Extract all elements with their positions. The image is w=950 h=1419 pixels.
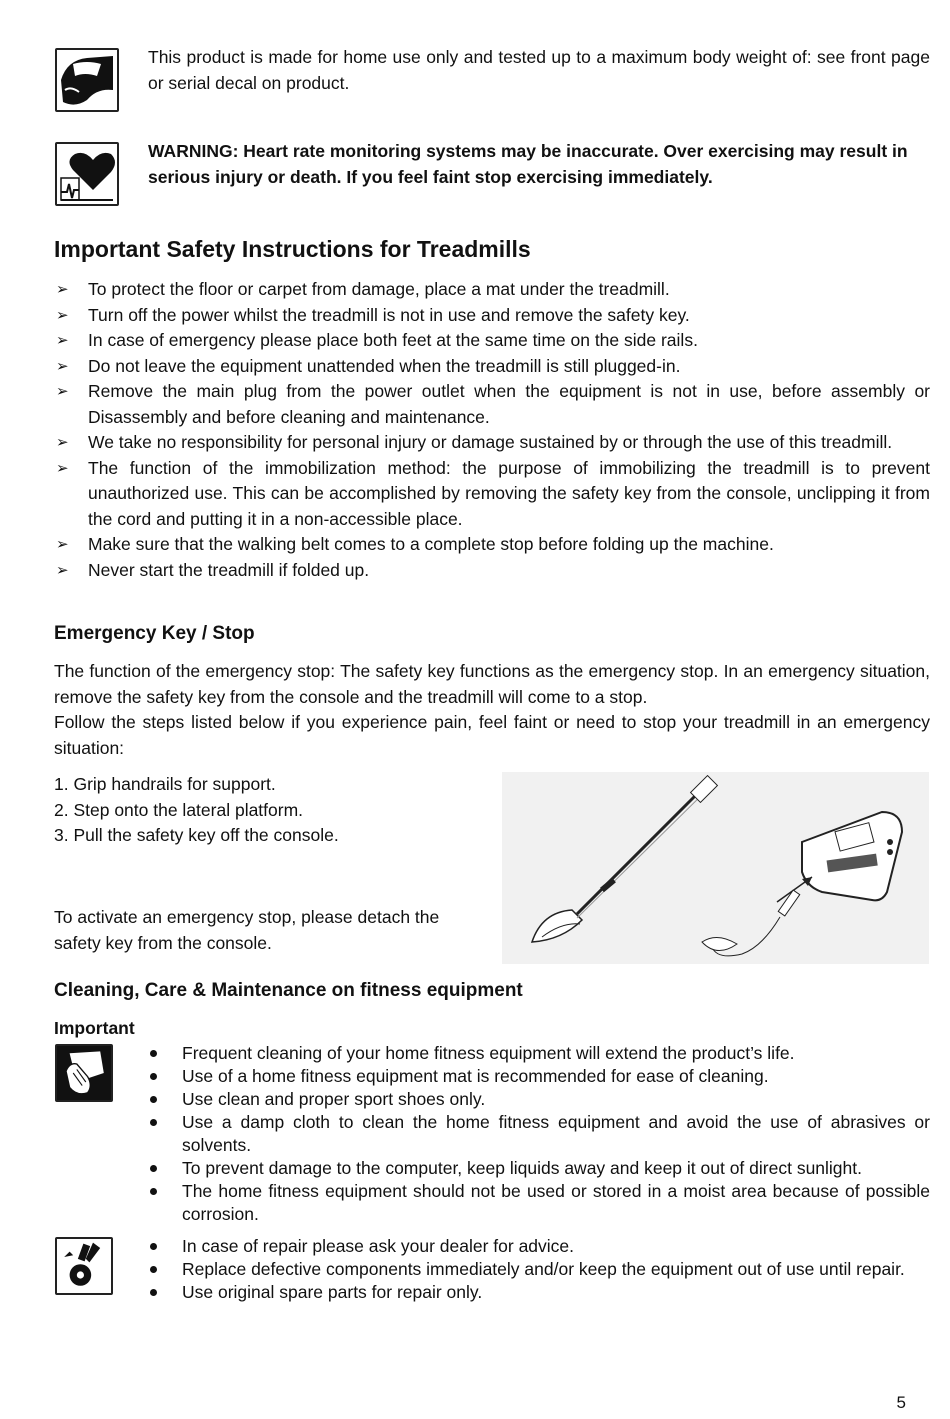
- list-item: ➢ We take no responsibility for personal injury or damage sustained by or through the use of this treadmill.: [54, 430, 930, 456]
- arrow-bullet-icon: ➢: [56, 383, 69, 400]
- arrow-bullet-icon: ➢: [56, 536, 69, 553]
- list-item: Use original spare parts for repair only.: [146, 1281, 930, 1304]
- important-label: Important: [54, 1018, 135, 1038]
- list-item: Use of a home fitness equipment mat is recommended for ease of cleaning.: [146, 1065, 930, 1088]
- heart-rate-warning: WARNING: Heart rate monitoring systems may be inaccurate. Over exercising may result in serious injury or death. If you feel faint stop exercising immediately.: [148, 141, 908, 187]
- emergency-activate-text: To activate an emergency stop, please detach the safety key from the console.: [54, 907, 440, 953]
- list-item: The home fitness equipment should not be used or stored in a moist area because of possible corrosion.: [146, 1180, 930, 1226]
- emergency-title: Emergency Key / Stop: [54, 623, 255, 644]
- weight-scale-icon: [55, 48, 119, 112]
- arrow-bullet-icon: ➢: [56, 306, 69, 324]
- arrow-bullet-icon: ➢: [56, 561, 69, 579]
- repair-tools-icon: [55, 1237, 113, 1295]
- bullet-dot-icon: [150, 1266, 157, 1273]
- emergency-para-1: The function of the emergency stop: The safety key functions as the emergency stop. In an emergency situation, remove the safety key from the console and the treadmill will come to a stop.: [54, 661, 930, 707]
- cleaning-cloth-icon: [55, 1044, 113, 1102]
- bullet-dot-icon: [150, 1119, 157, 1126]
- bullet-dot-icon: [150, 1243, 157, 1250]
- list-item: To prevent damage to the computer, keep liquids away and keep it out of direct sunlight.: [146, 1157, 930, 1180]
- bullet-dot-icon: [150, 1096, 157, 1103]
- cleaning-list: [146, 1042, 930, 1226]
- bullet-dot-icon: [150, 1050, 157, 1057]
- list-item: ➢ To protect the floor or carpet from damage, place a mat under the treadmill.: [54, 277, 930, 303]
- list-item: Frequent cleaning of your home fitness equipment will extend the product’s life.: [146, 1042, 930, 1065]
- list-item: ➢ Remove the main plug from the power outlet when the equipment is not in use, before assembly or Disassembly and before cleaning and maintenance.: [56, 381, 930, 427]
- emergency-steps: [54, 772, 484, 849]
- step-item: 3. Pull the safety key off the console.: [54, 825, 339, 845]
- arrow-bullet-icon: ➢: [56, 459, 69, 477]
- arrow-bullet-icon: ➢: [56, 332, 69, 349]
- list-item: ➢ Do not leave the equipment unattended when the treadmill is still plugged-in.: [54, 354, 930, 380]
- list-item: ➢ Never start the treadmill if folded up.: [54, 558, 930, 584]
- emergency-para-2: Follow the steps listed below if you experience pain, feel faint or need to stop your treadmill in an emergency situation:: [54, 712, 930, 758]
- arrow-bullet-icon: ➢: [56, 357, 69, 375]
- arrow-bullet-icon: ➢: [56, 281, 69, 298]
- bullet-dot-icon: [150, 1073, 157, 1080]
- repair-list: [146, 1235, 930, 1304]
- weight-notice: This product is made for home use only and tested up to a maximum body weight of: see front page or serial decal on product.: [148, 47, 930, 93]
- safety-list: [54, 277, 930, 583]
- bullet-dot-icon: [150, 1289, 157, 1296]
- heart-rate-icon: [55, 142, 119, 206]
- page-number: 5: [896, 1393, 906, 1412]
- safety-title: Important Safety Instructions for Treadmills: [54, 236, 531, 262]
- arrow-bullet-icon: ➢: [56, 434, 69, 451]
- bullet-dot-icon: [150, 1165, 157, 1172]
- list-item: Use a damp cloth to clean the home fitness equipment and avoid the use of abrasives or solvents.: [146, 1111, 930, 1157]
- list-item: In case of repair please ask your dealer for advice.: [146, 1235, 930, 1258]
- list-item: ➢ Make sure that the walking belt comes to a complete stop before folding up the machine.: [54, 532, 930, 558]
- step-item: 2. Step onto the lateral platform.: [54, 799, 304, 820]
- safety-key-illustration: [502, 772, 929, 964]
- list-item: Replace defective components immediately and/or keep the equipment out of use until repair.: [146, 1258, 930, 1281]
- bullet-dot-icon: [150, 1188, 157, 1195]
- list-item: ➢ In case of emergency please place both feet at the same time on the side rails.: [54, 328, 930, 354]
- list-item: ➢ Turn off the power whilst the treadmill is not in use and remove the safety key.: [54, 303, 930, 329]
- cleaning-title: Cleaning, Care & Maintenance on fitness equipment: [54, 980, 523, 1001]
- list-item: Use clean and proper sport shoes only.: [146, 1088, 930, 1111]
- list-item: ➢ The function of the immobilization method: the purpose of immobilizing the treadmill is to prevent unauthorized use. This can be accomplished by removing the safety key from the console, unclipping it from the cord and putting it in a non-accessible place.: [56, 457, 930, 529]
- step-item: 1. Grip handrails for support.: [54, 774, 276, 794]
- emergency-description: [54, 659, 930, 761]
